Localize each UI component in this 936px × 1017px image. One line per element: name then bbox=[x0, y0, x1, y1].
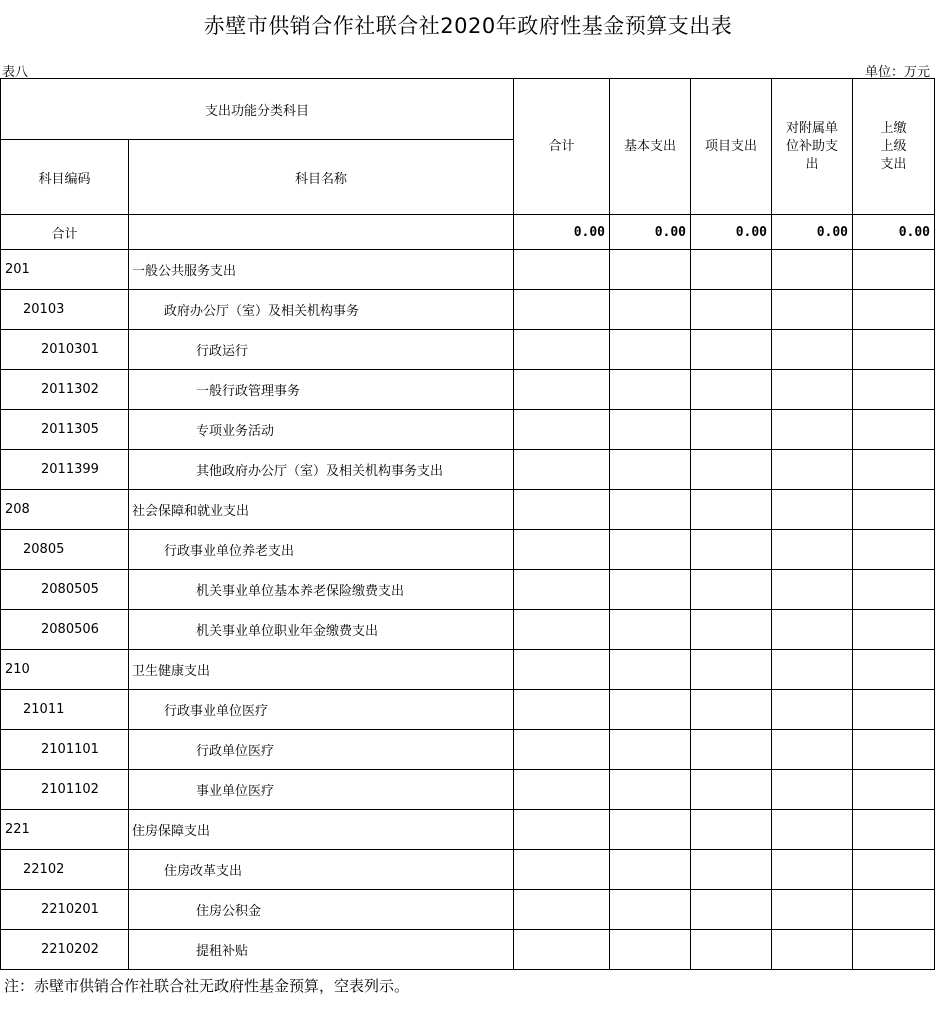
row-value-cell bbox=[853, 250, 935, 290]
total-value: 0.00 bbox=[610, 215, 691, 250]
row-value-cell bbox=[853, 330, 935, 370]
row-name: 事业单位医疗 bbox=[129, 770, 514, 810]
row-value-cell bbox=[610, 370, 691, 410]
row-code: 210 bbox=[1, 650, 129, 690]
row-value-cell bbox=[610, 690, 691, 730]
row-value-cell bbox=[853, 770, 935, 810]
row-value-cell bbox=[853, 530, 935, 570]
row-value-cell bbox=[610, 410, 691, 450]
row-value-cell bbox=[853, 850, 935, 890]
row-name: 行政单位医疗 bbox=[129, 730, 514, 770]
row-name: 行政运行 bbox=[129, 330, 514, 370]
row-code: 2080506 bbox=[1, 610, 129, 650]
row-value-cell bbox=[853, 730, 935, 770]
row-value-cell bbox=[514, 290, 610, 330]
row-value-cell bbox=[691, 730, 772, 770]
row-value-cell bbox=[514, 410, 610, 450]
row-value-cell bbox=[853, 570, 935, 610]
row-value-cell bbox=[514, 850, 610, 890]
row-value-cell bbox=[691, 530, 772, 570]
row-value-cell bbox=[610, 810, 691, 850]
row-value-cell bbox=[610, 730, 691, 770]
row-code: 20805 bbox=[1, 530, 129, 570]
row-value-cell bbox=[772, 450, 853, 490]
header-subsidy: 对附属单位补助支出 bbox=[772, 79, 853, 215]
row-value-cell bbox=[610, 570, 691, 610]
row-value-cell bbox=[691, 570, 772, 610]
header-project: 项目支出 bbox=[691, 79, 772, 215]
table-row bbox=[1, 450, 935, 490]
row-code: 2210202 bbox=[1, 930, 129, 970]
row-value-cell bbox=[772, 490, 853, 530]
row-value-cell bbox=[691, 770, 772, 810]
row-value-cell bbox=[853, 610, 935, 650]
row-value-cell bbox=[853, 290, 935, 330]
total-value: 0.00 bbox=[514, 215, 610, 250]
row-name: 住房保障支出 bbox=[129, 810, 514, 850]
row-name: 机关事业单位职业年金缴费支出 bbox=[129, 610, 514, 650]
row-value-cell bbox=[514, 770, 610, 810]
total-value: 0.00 bbox=[853, 215, 935, 250]
row-value-cell bbox=[772, 330, 853, 370]
row-value-cell bbox=[514, 450, 610, 490]
table-row bbox=[1, 250, 935, 290]
row-name: 一般行政管理事务 bbox=[129, 370, 514, 410]
row-code: 201 bbox=[1, 250, 129, 290]
row-value-cell bbox=[514, 530, 610, 570]
table-row bbox=[1, 730, 935, 770]
row-code: 2210201 bbox=[1, 890, 129, 930]
row-value-cell bbox=[853, 370, 935, 410]
row-name: 住房改革支出 bbox=[129, 850, 514, 890]
row-value-cell bbox=[514, 330, 610, 370]
row-value-cell bbox=[514, 730, 610, 770]
row-name: 机关事业单位基本养老保险缴费支出 bbox=[129, 570, 514, 610]
row-value-cell bbox=[772, 690, 853, 730]
row-value-cell bbox=[691, 330, 772, 370]
unit-label: 单位：万元 bbox=[864, 65, 930, 80]
row-value-cell bbox=[772, 370, 853, 410]
table-row bbox=[1, 770, 935, 810]
row-code: 2011399 bbox=[1, 450, 129, 490]
row-value-cell bbox=[691, 930, 772, 970]
row-name: 行政事业单位养老支出 bbox=[129, 530, 514, 570]
table-row bbox=[1, 890, 935, 930]
budget-table bbox=[0, 78, 935, 970]
row-value-cell bbox=[853, 410, 935, 450]
header-basic: 基本支出 bbox=[610, 79, 691, 215]
row-value-cell bbox=[772, 770, 853, 810]
row-value-cell bbox=[691, 810, 772, 850]
row-value-cell bbox=[691, 690, 772, 730]
row-name: 政府办公厅（室）及相关机构事务 bbox=[129, 290, 514, 330]
row-value-cell bbox=[691, 490, 772, 530]
row-name: 提租补贴 bbox=[129, 930, 514, 970]
row-value-cell bbox=[514, 890, 610, 930]
row-value-cell bbox=[772, 930, 853, 970]
row-value-cell bbox=[514, 610, 610, 650]
footnote: 注：赤壁市供销合作社联合社无政府性基金预算，空表列示。 bbox=[4, 977, 410, 995]
total-value: 0.00 bbox=[691, 215, 772, 250]
row-value-cell bbox=[772, 730, 853, 770]
row-value-cell bbox=[691, 410, 772, 450]
row-value-cell bbox=[691, 850, 772, 890]
table-row bbox=[1, 410, 935, 450]
row-value-cell bbox=[514, 370, 610, 410]
total-row bbox=[1, 215, 935, 250]
row-value-cell bbox=[853, 890, 935, 930]
row-value-cell bbox=[853, 690, 935, 730]
table-row bbox=[1, 610, 935, 650]
table-row bbox=[1, 850, 935, 890]
row-value-cell bbox=[610, 850, 691, 890]
row-value-cell bbox=[772, 810, 853, 850]
table-row bbox=[1, 690, 935, 730]
row-code: 2011305 bbox=[1, 410, 129, 450]
table-row bbox=[1, 490, 935, 530]
row-value-cell bbox=[691, 450, 772, 490]
row-code: 2010301 bbox=[1, 330, 129, 370]
total-label: 合计 bbox=[1, 215, 129, 250]
row-value-cell bbox=[772, 570, 853, 610]
row-value-cell bbox=[772, 610, 853, 650]
row-value-cell bbox=[514, 250, 610, 290]
row-value-cell bbox=[610, 450, 691, 490]
row-value-cell bbox=[772, 850, 853, 890]
row-value-cell bbox=[853, 450, 935, 490]
row-value-cell bbox=[691, 650, 772, 690]
row-value-cell bbox=[691, 290, 772, 330]
row-name: 社会保障和就业支出 bbox=[129, 490, 514, 530]
total-value: 0.00 bbox=[772, 215, 853, 250]
row-value-cell bbox=[610, 890, 691, 930]
row-value-cell bbox=[772, 650, 853, 690]
row-name: 一般公共服务支出 bbox=[129, 250, 514, 290]
row-value-cell bbox=[772, 250, 853, 290]
row-value-cell bbox=[691, 610, 772, 650]
table-row bbox=[1, 650, 935, 690]
row-value-cell bbox=[610, 930, 691, 970]
table-row bbox=[1, 930, 935, 970]
row-value-cell bbox=[853, 930, 935, 970]
sheet-label: 表八 bbox=[2, 65, 29, 80]
header-remit: 上缴上级支出 bbox=[853, 79, 935, 215]
row-value-cell bbox=[772, 290, 853, 330]
row-value-cell bbox=[772, 410, 853, 450]
row-value-cell bbox=[610, 490, 691, 530]
row-value-cell bbox=[610, 250, 691, 290]
row-value-cell bbox=[610, 770, 691, 810]
row-value-cell bbox=[514, 570, 610, 610]
row-value-cell bbox=[691, 250, 772, 290]
total-name-cell bbox=[129, 215, 514, 250]
row-name: 卫生健康支出 bbox=[129, 650, 514, 690]
row-value-cell bbox=[610, 650, 691, 690]
row-code: 2080505 bbox=[1, 570, 129, 610]
row-name: 住房公积金 bbox=[129, 890, 514, 930]
row-code: 22102 bbox=[1, 850, 129, 890]
row-name: 行政事业单位医疗 bbox=[129, 690, 514, 730]
row-code: 208 bbox=[1, 490, 129, 530]
row-value-cell bbox=[610, 530, 691, 570]
row-code: 2011302 bbox=[1, 370, 129, 410]
row-name: 其他政府办公厅（室）及相关机构事务支出 bbox=[129, 450, 514, 490]
table-row bbox=[1, 570, 935, 610]
row-value-cell bbox=[853, 810, 935, 850]
header-name: 科目名称 bbox=[129, 140, 514, 215]
table-row bbox=[1, 530, 935, 570]
row-value-cell bbox=[514, 650, 610, 690]
header-total: 合计 bbox=[514, 79, 610, 215]
row-value-cell bbox=[691, 890, 772, 930]
row-code: 2101102 bbox=[1, 770, 129, 810]
table-row bbox=[1, 370, 935, 410]
row-name: 专项业务活动 bbox=[129, 410, 514, 450]
row-value-cell bbox=[772, 530, 853, 570]
table-row bbox=[1, 330, 935, 370]
row-value-cell bbox=[610, 290, 691, 330]
row-value-cell bbox=[772, 890, 853, 930]
header-code: 科目编码 bbox=[1, 140, 129, 215]
row-value-cell bbox=[514, 490, 610, 530]
row-code: 2101101 bbox=[1, 730, 129, 770]
row-value-cell bbox=[610, 330, 691, 370]
row-value-cell bbox=[514, 810, 610, 850]
header-group: 支出功能分类科目 bbox=[1, 79, 514, 140]
table-row bbox=[1, 290, 935, 330]
row-value-cell bbox=[514, 930, 610, 970]
table-row bbox=[1, 810, 935, 850]
page-title: 赤壁市供销合作社联合社2020年政府性基金预算支出表 bbox=[203, 14, 733, 38]
row-value-cell bbox=[691, 370, 772, 410]
row-code: 21011 bbox=[1, 690, 129, 730]
row-code: 221 bbox=[1, 810, 129, 850]
row-value-cell bbox=[853, 490, 935, 530]
row-value-cell bbox=[853, 650, 935, 690]
row-value-cell bbox=[610, 610, 691, 650]
row-code: 20103 bbox=[1, 290, 129, 330]
row-value-cell bbox=[514, 690, 610, 730]
